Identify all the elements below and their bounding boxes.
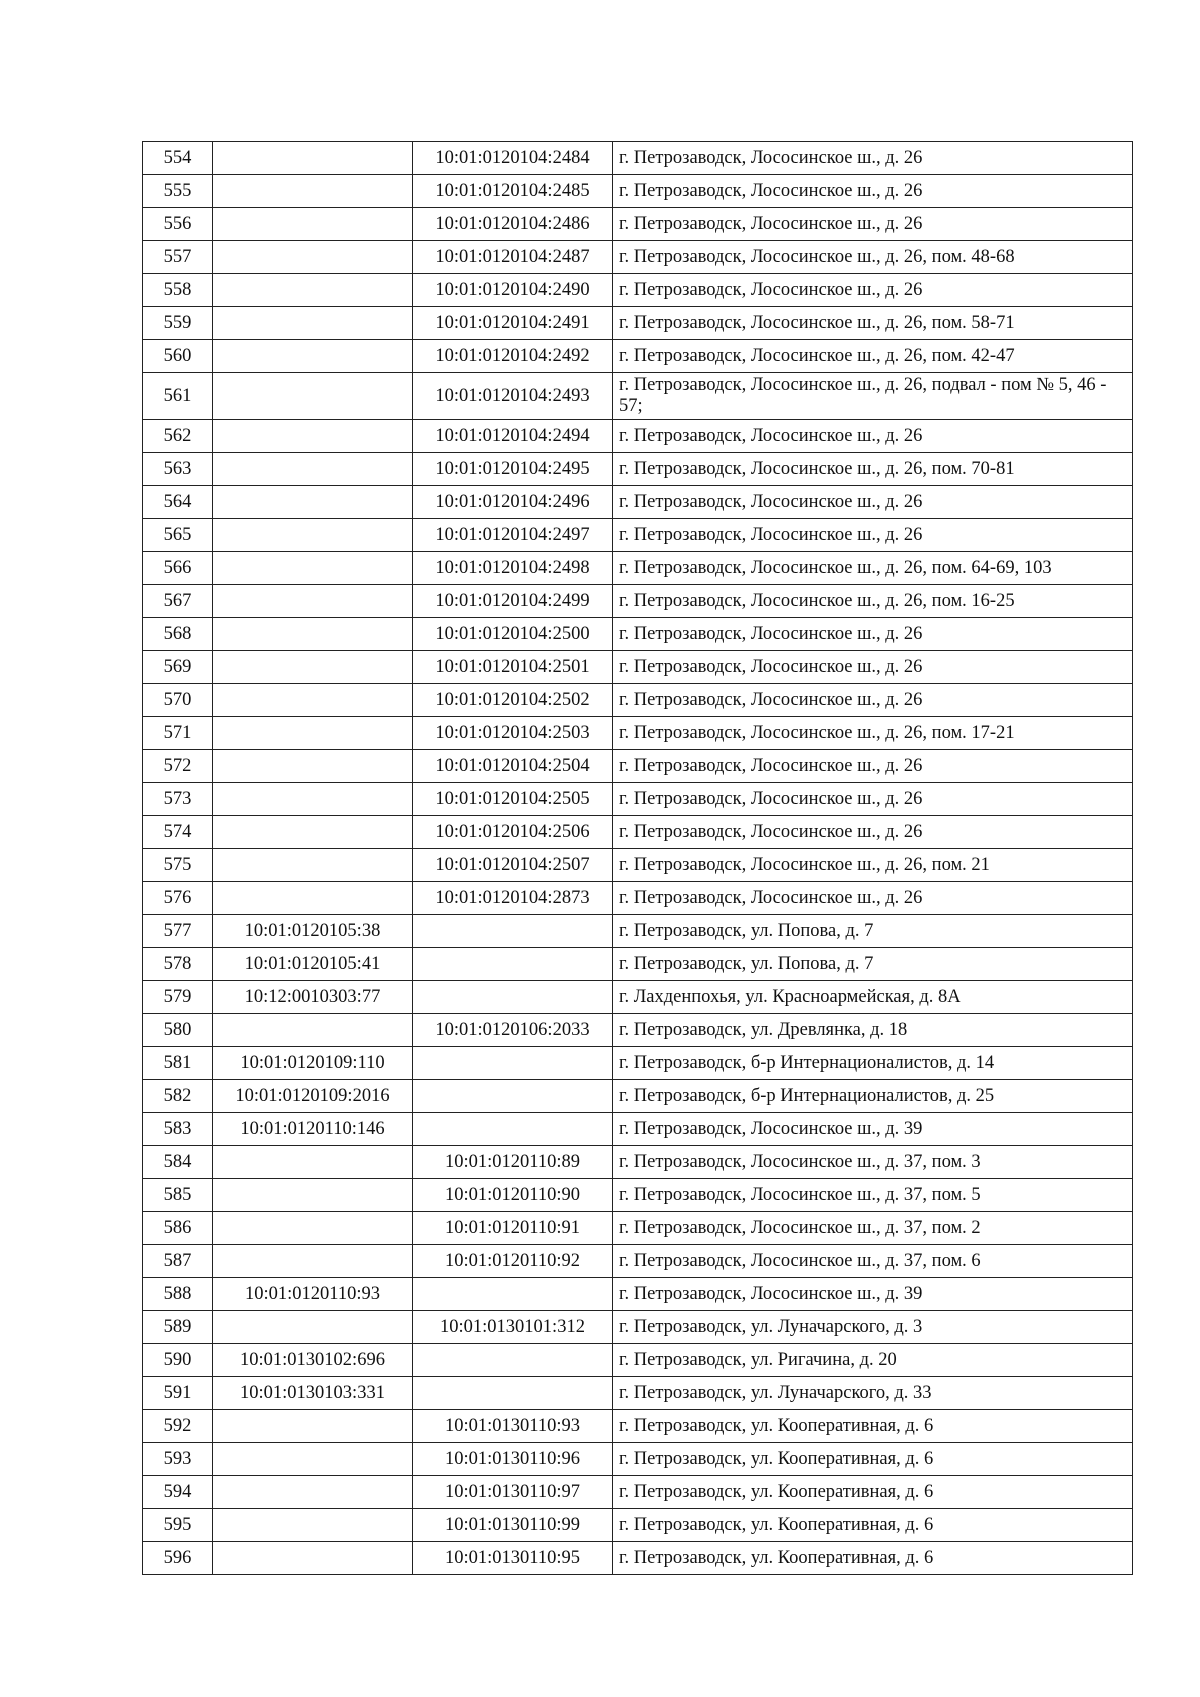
address-cell: г. Петрозаводск, Лососинское ш., д. 37, пом. 2 [613, 1212, 1133, 1245]
cadastral-number-land-cell [213, 618, 413, 651]
cadastral-number-land-cell: 10:01:0120109:2016 [213, 1080, 413, 1113]
cadastral-number-premises-cell: 10:01:0120110:92 [413, 1245, 613, 1278]
table-row [143, 915, 1133, 948]
cadastral-number-land-cell [213, 783, 413, 816]
table-row [143, 1113, 1133, 1146]
cadastral-number-premises-cell [413, 1080, 613, 1113]
cadastral-number-premises-cell: 10:01:0120104:2492 [413, 340, 613, 373]
cadastral-number-land-cell [213, 585, 413, 618]
cadastral-number-premises-cell: 10:01:0130110:96 [413, 1443, 613, 1476]
address-cell: г. Петрозаводск, Лососинское ш., д. 26, пом. 64-69, 103 [613, 552, 1133, 585]
row-number-cell: 591 [143, 1377, 213, 1410]
address-cell: г. Петрозаводск, Лососинское ш., д. 26 [613, 208, 1133, 241]
table-row [143, 816, 1133, 849]
row-number-cell: 586 [143, 1212, 213, 1245]
cadastral-number-premises-cell: 10:01:0120104:2485 [413, 175, 613, 208]
cadastral-number-land-cell [213, 1311, 413, 1344]
cadastral-number-premises-cell: 10:01:0120104:2487 [413, 241, 613, 274]
address-cell: г. Петрозаводск, Лососинское ш., д. 26, пом. 16-25 [613, 585, 1133, 618]
cadastral-number-land-cell [213, 717, 413, 750]
row-number-cell: 565 [143, 519, 213, 552]
address-cell: г. Петрозаводск, Лососинское ш., д. 39 [613, 1113, 1133, 1146]
cadastral-number-land-cell: 10:01:0120110:146 [213, 1113, 413, 1146]
cadastral-number-premises-cell [413, 1113, 613, 1146]
table-row [143, 1476, 1133, 1509]
cadastral-number-premises-cell: 10:01:0120104:2500 [413, 618, 613, 651]
table-row [143, 684, 1133, 717]
table-row [143, 1311, 1133, 1344]
address-cell: г. Петрозаводск, Лососинское ш., д. 37, пом. 6 [613, 1245, 1133, 1278]
address-cell: г. Петрозаводск, Лососинское ш., д. 39 [613, 1278, 1133, 1311]
cadastral-number-land-cell [213, 816, 413, 849]
table-row [143, 783, 1133, 816]
cadastral-number-land-cell [213, 1245, 413, 1278]
cadastral-number-premises-cell: 10:01:0120104:2486 [413, 208, 613, 241]
address-cell: г. Петрозаводск, Лососинское ш., д. 26, пом. 17-21 [613, 717, 1133, 750]
cadastral-number-land-cell: 10:01:0120109:110 [213, 1047, 413, 1080]
table-row [143, 1047, 1133, 1080]
row-number-cell: 587 [143, 1245, 213, 1278]
cadastral-number-land-cell [213, 373, 413, 420]
cadastral-number-premises-cell: 10:01:0120104:2505 [413, 783, 613, 816]
table-row [143, 486, 1133, 519]
address-cell: г. Петрозаводск, ул. Ригачина, д. 20 [613, 1344, 1133, 1377]
cadastral-number-premises-cell [413, 1047, 613, 1080]
address-cell: г. Петрозаводск, ул. Кооперативная, д. 6 [613, 1410, 1133, 1443]
cadastral-number-premises-cell: 10:01:0120104:2504 [413, 750, 613, 783]
cadastral-number-premises-cell [413, 1377, 613, 1410]
table-body [143, 142, 1133, 1575]
row-number-cell: 570 [143, 684, 213, 717]
cadastral-number-land-cell [213, 1443, 413, 1476]
address-cell: г. Петрозаводск, Лососинское ш., д. 26 [613, 882, 1133, 915]
table-row [143, 948, 1133, 981]
table-row [143, 1542, 1133, 1575]
address-cell: г. Петрозаводск, Лососинское ш., д. 26 [613, 816, 1133, 849]
table-row [143, 981, 1133, 1014]
table-row [143, 208, 1133, 241]
table-row [143, 274, 1133, 307]
address-cell: г. Петрозаводск, б-р Интернационалистов, д. 14 [613, 1047, 1133, 1080]
cadastral-number-land-cell [213, 882, 413, 915]
row-number-cell: 583 [143, 1113, 213, 1146]
row-number-cell: 561 [143, 373, 213, 420]
cadastral-number-land-cell: 10:01:0120110:93 [213, 1278, 413, 1311]
cadastral-number-premises-cell: 10:01:0120110:91 [413, 1212, 613, 1245]
cadastral-number-premises-cell: 10:01:0120106:2033 [413, 1014, 613, 1047]
cadastral-number-premises-cell [413, 981, 613, 1014]
address-cell: г. Петрозаводск, Лососинское ш., д. 26 [613, 486, 1133, 519]
table-row [143, 849, 1133, 882]
row-number-cell: 563 [143, 453, 213, 486]
address-cell: г. Петрозаводск, б-р Интернационалистов, д. 25 [613, 1080, 1133, 1113]
cadastral-number-premises-cell: 10:01:0120104:2490 [413, 274, 613, 307]
cadastral-number-premises-cell: 10:01:0120104:2484 [413, 142, 613, 175]
table-row [143, 453, 1133, 486]
row-number-cell: 595 [143, 1509, 213, 1542]
table-row [143, 552, 1133, 585]
row-number-cell: 596 [143, 1542, 213, 1575]
cadastral-number-premises-cell: 10:01:0120110:90 [413, 1179, 613, 1212]
row-number-cell: 579 [143, 981, 213, 1014]
table-row [143, 585, 1133, 618]
table-row [143, 1410, 1133, 1443]
cadastral-number-premises-cell: 10:01:0120110:89 [413, 1146, 613, 1179]
address-cell: г. Петрозаводск, Лососинское ш., д. 26, пом. 58-71 [613, 307, 1133, 340]
cadastral-number-premises-cell [413, 915, 613, 948]
cadastral-number-land-cell [213, 1509, 413, 1542]
row-number-cell: 566 [143, 552, 213, 585]
cadastral-number-land-cell [213, 1014, 413, 1047]
address-cell: г. Петрозаводск, Лососинское ш., д. 26 [613, 651, 1133, 684]
cadastral-number-premises-cell: 10:01:0120104:2507 [413, 849, 613, 882]
row-number-cell: 558 [143, 274, 213, 307]
address-cell: г. Петрозаводск, Лососинское ш., д. 26 [613, 618, 1133, 651]
cadastral-number-land-cell [213, 1410, 413, 1443]
row-number-cell: 557 [143, 241, 213, 274]
address-cell: г. Петрозаводск, Лососинское ш., д. 37, пом. 5 [613, 1179, 1133, 1212]
row-number-cell: 590 [143, 1344, 213, 1377]
row-number-cell: 569 [143, 651, 213, 684]
table-row [143, 1179, 1133, 1212]
row-number-cell: 577 [143, 915, 213, 948]
row-number-cell: 567 [143, 585, 213, 618]
row-number-cell: 560 [143, 340, 213, 373]
cadastral-number-premises-cell: 10:01:0120104:2497 [413, 519, 613, 552]
cadastral-number-land-cell [213, 307, 413, 340]
table-row [143, 1278, 1133, 1311]
row-number-cell: 559 [143, 307, 213, 340]
row-number-cell: 584 [143, 1146, 213, 1179]
address-cell: г. Лахденпохья, ул. Красноармейская, д. 8А [613, 981, 1133, 1014]
cadastral-number-premises-cell: 10:01:0120104:2499 [413, 585, 613, 618]
row-number-cell: 568 [143, 618, 213, 651]
row-number-cell: 573 [143, 783, 213, 816]
address-cell: г. Петрозаводск, ул. Кооперативная, д. 6 [613, 1476, 1133, 1509]
address-cell: г. Петрозаводск, Лососинское ш., д. 26 [613, 175, 1133, 208]
row-number-cell: 554 [143, 142, 213, 175]
table-row [143, 1509, 1133, 1542]
row-number-cell: 572 [143, 750, 213, 783]
cadastral-number-land-cell [213, 1212, 413, 1245]
row-number-cell: 578 [143, 948, 213, 981]
table-row [143, 882, 1133, 915]
row-number-cell: 574 [143, 816, 213, 849]
cadastral-number-land-cell: 10:01:0120105:38 [213, 915, 413, 948]
address-cell: г. Петрозаводск, ул. Древлянка, д. 18 [613, 1014, 1133, 1047]
cadastral-number-premises-cell: 10:01:0130110:93 [413, 1410, 613, 1443]
address-cell: г. Петрозаводск, ул. Луначарского, д. 33 [613, 1377, 1133, 1410]
row-number-cell: 585 [143, 1179, 213, 1212]
cadastral-number-land-cell [213, 1146, 413, 1179]
cadastral-number-land-cell [213, 1476, 413, 1509]
table-row [143, 1146, 1133, 1179]
table-row [143, 1212, 1133, 1245]
property-register-table [142, 141, 1133, 1575]
table-row [143, 420, 1133, 453]
cadastral-number-land-cell [213, 750, 413, 783]
address-cell: г. Петрозаводск, ул. Луначарского, д. 3 [613, 1311, 1133, 1344]
cadastral-number-land-cell [213, 142, 413, 175]
cadastral-number-land-cell [213, 453, 413, 486]
cadastral-number-land-cell [213, 340, 413, 373]
cadastral-number-land-cell [213, 420, 413, 453]
cadastral-number-land-cell: 10:12:0010303:77 [213, 981, 413, 1014]
cadastral-number-land-cell [213, 849, 413, 882]
address-cell: г. Петрозаводск, Лососинское ш., д. 26, пом. 70-81 [613, 453, 1133, 486]
cadastral-number-land-cell: 10:01:0120105:41 [213, 948, 413, 981]
cadastral-number-premises-cell: 10:01:0120104:2501 [413, 651, 613, 684]
address-cell: г. Петрозаводск, Лососинское ш., д. 37, пом. 3 [613, 1146, 1133, 1179]
cadastral-number-premises-cell: 10:01:0120104:2496 [413, 486, 613, 519]
table-row [143, 340, 1133, 373]
cadastral-number-premises-cell: 10:01:0120104:2873 [413, 882, 613, 915]
cadastral-number-premises-cell: 10:01:0120104:2494 [413, 420, 613, 453]
address-cell: г. Петрозаводск, Лососинское ш., д. 26 [613, 783, 1133, 816]
cadastral-number-premises-cell: 10:01:0130101:312 [413, 1311, 613, 1344]
table-row [143, 175, 1133, 208]
address-cell: г. Петрозаводск, ул. Кооперативная, д. 6 [613, 1443, 1133, 1476]
address-cell: г. Петрозаводск, ул. Кооперативная, д. 6 [613, 1542, 1133, 1575]
address-cell: г. Петрозаводск, Лососинское ш., д. 26 [613, 142, 1133, 175]
table-row [143, 1377, 1133, 1410]
table-row [143, 1014, 1133, 1047]
cadastral-number-land-cell [213, 519, 413, 552]
cadastral-number-land-cell [213, 552, 413, 585]
address-cell: г. Петрозаводск, Лососинское ш., д. 26, подвал - пом № 5, 46 - 57; [613, 373, 1133, 420]
cadastral-number-premises-cell: 10:01:0130110:95 [413, 1542, 613, 1575]
cadastral-number-premises-cell: 10:01:0130110:97 [413, 1476, 613, 1509]
table-row [143, 1080, 1133, 1113]
address-cell: г. Петрозаводск, ул. Кооперативная, д. 6 [613, 1509, 1133, 1542]
row-number-cell: 588 [143, 1278, 213, 1311]
address-cell: г. Петрозаводск, Лососинское ш., д. 26 [613, 684, 1133, 717]
table-row [143, 1443, 1133, 1476]
row-number-cell: 555 [143, 175, 213, 208]
address-cell: г. Петрозаводск, Лососинское ш., д. 26 [613, 750, 1133, 783]
cadastral-number-land-cell [213, 486, 413, 519]
row-number-cell: 593 [143, 1443, 213, 1476]
table-row [143, 651, 1133, 684]
cadastral-number-land-cell [213, 175, 413, 208]
cadastral-number-premises-cell: 10:01:0120104:2495 [413, 453, 613, 486]
cadastral-number-premises-cell [413, 948, 613, 981]
cadastral-number-land-cell [213, 1179, 413, 1212]
row-number-cell: 564 [143, 486, 213, 519]
row-number-cell: 556 [143, 208, 213, 241]
table-row [143, 717, 1133, 750]
table-row [143, 519, 1133, 552]
cadastral-number-premises-cell: 10:01:0120104:2502 [413, 684, 613, 717]
address-cell: г. Петрозаводск, Лососинское ш., д. 26 [613, 420, 1133, 453]
row-number-cell: 571 [143, 717, 213, 750]
cadastral-number-land-cell: 10:01:0130103:331 [213, 1377, 413, 1410]
address-cell: г. Петрозаводск, Лососинское ш., д. 26, пом. 48-68 [613, 241, 1133, 274]
address-cell: г. Петрозаводск, ул. Попова, д. 7 [613, 915, 1133, 948]
table-row [143, 142, 1133, 175]
table-row [143, 241, 1133, 274]
cadastral-number-premises-cell: 10:01:0120104:2491 [413, 307, 613, 340]
table-row [143, 373, 1133, 420]
table-row [143, 1245, 1133, 1278]
cadastral-number-land-cell [213, 274, 413, 307]
cadastral-number-land-cell [213, 1542, 413, 1575]
cadastral-number-land-cell [213, 684, 413, 717]
cadastral-number-premises-cell: 10:01:0120104:2506 [413, 816, 613, 849]
row-number-cell: 592 [143, 1410, 213, 1443]
cadastral-number-premises-cell: 10:01:0120104:2498 [413, 552, 613, 585]
cadastral-number-land-cell [213, 651, 413, 684]
table-row [143, 618, 1133, 651]
row-number-cell: 580 [143, 1014, 213, 1047]
address-cell: г. Петрозаводск, ул. Попова, д. 7 [613, 948, 1133, 981]
row-number-cell: 576 [143, 882, 213, 915]
cadastral-number-premises-cell [413, 1278, 613, 1311]
cadastral-number-land-cell [213, 241, 413, 274]
cadastral-number-premises-cell [413, 1344, 613, 1377]
cadastral-number-premises-cell: 10:01:0120104:2503 [413, 717, 613, 750]
table-row [143, 1344, 1133, 1377]
cadastral-number-premises-cell: 10:01:0120104:2493 [413, 373, 613, 420]
row-number-cell: 594 [143, 1476, 213, 1509]
table-row [143, 750, 1133, 783]
row-number-cell: 581 [143, 1047, 213, 1080]
address-cell: г. Петрозаводск, Лососинское ш., д. 26 [613, 519, 1133, 552]
address-cell: г. Петрозаводск, Лососинское ш., д. 26 [613, 274, 1133, 307]
cadastral-number-premises-cell: 10:01:0130110:99 [413, 1509, 613, 1542]
row-number-cell: 562 [143, 420, 213, 453]
cadastral-number-land-cell: 10:01:0130102:696 [213, 1344, 413, 1377]
cadastral-number-land-cell [213, 208, 413, 241]
address-cell: г. Петрозаводск, Лососинское ш., д. 26, пом. 42-47 [613, 340, 1133, 373]
row-number-cell: 582 [143, 1080, 213, 1113]
address-cell: г. Петрозаводск, Лососинское ш., д. 26, пом. 21 [613, 849, 1133, 882]
table-row [143, 307, 1133, 340]
row-number-cell: 575 [143, 849, 213, 882]
row-number-cell: 589 [143, 1311, 213, 1344]
